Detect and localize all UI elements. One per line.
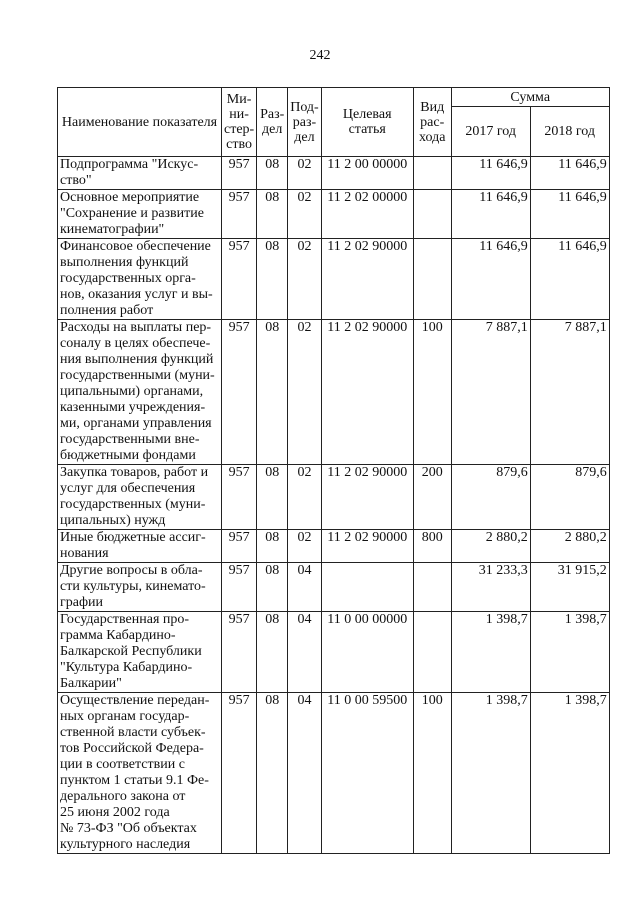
table-row — [58, 320, 610, 465]
row-section: 08 — [257, 190, 288, 239]
header-sum: Сумма — [451, 88, 609, 107]
row-subsection: 02 — [288, 190, 322, 239]
row-amount-2018: 2 880,2 — [530, 530, 609, 563]
row-name: Другие вопросы в обла- сти культуры, кинемато- графии — [58, 563, 222, 612]
row-amount-2017: 7 887,1 — [451, 320, 530, 465]
row-name: Осуществление передан- ных органам государ- ственной власти субъек- тов Российской Федера- ции в соответствии с пунктом 1 статьи 9.1 Фе- дерального закона от 25 июня 2002 года № 73-ФЗ "Об объектах культурного наследия — [58, 693, 222, 854]
row-amount-2018: 879,6 — [530, 465, 609, 530]
table-body — [58, 157, 610, 854]
row-ministry: 957 — [222, 563, 257, 612]
row-ministry: 957 — [222, 612, 257, 693]
row-subsection: 02 — [288, 530, 322, 563]
row-section: 08 — [257, 563, 288, 612]
row-target: 11 2 02 00000 — [321, 190, 413, 239]
row-amount-2018: 11 646,9 — [530, 239, 609, 320]
row-amount-2017: 31 233,3 — [451, 563, 530, 612]
table-row — [58, 239, 610, 320]
row-ministry: 957 — [222, 157, 257, 190]
header-year-2018: 2018 год — [530, 107, 609, 157]
row-name: Расходы на выплаты пер- соналу в целях обеспече- ния выполнения функций государственными (муни- ципальными) органами, казенными учреждения- ми, органами управления государственными вне- бюджетными фондами — [58, 320, 222, 465]
row-section: 08 — [257, 612, 288, 693]
row-amount-2017: 1 398,7 — [451, 612, 530, 693]
row-amount-2018: 1 398,7 — [530, 612, 609, 693]
header-year-2017: 2017 год — [451, 107, 530, 157]
row-amount-2018: 11 646,9 — [530, 190, 609, 239]
table-row — [58, 157, 610, 190]
row-subsection: 04 — [288, 693, 322, 854]
header-ministry: Ми- ни- стер- ство — [222, 88, 257, 157]
row-amount-2017: 11 646,9 — [451, 239, 530, 320]
row-target: 11 2 02 90000 — [321, 320, 413, 465]
row-amount-2018: 31 915,2 — [530, 563, 609, 612]
row-expense — [413, 563, 451, 612]
row-name: Финансовое обеспечение выполнения функций государственных орга- нов, оказания услуг и вы- полнения работ — [58, 239, 222, 320]
row-subsection: 04 — [288, 563, 322, 612]
table-row — [58, 563, 610, 612]
row-amount-2018: 11 646,9 — [530, 157, 609, 190]
row-amount-2017: 11 646,9 — [451, 190, 530, 239]
row-section: 08 — [257, 239, 288, 320]
table-row — [58, 612, 610, 693]
row-ministry: 957 — [222, 190, 257, 239]
row-expense — [413, 612, 451, 693]
table-row — [58, 530, 610, 563]
row-expense: 100 — [413, 693, 451, 854]
header-subsection: Под- раз- дел — [288, 88, 322, 157]
row-ministry: 957 — [222, 693, 257, 854]
row-ministry: 957 — [222, 530, 257, 563]
row-target: 11 2 00 00000 — [321, 157, 413, 190]
row-ministry: 957 — [222, 239, 257, 320]
row-name: Подпрограмма "Искус- ство" — [58, 157, 222, 190]
row-section: 08 — [257, 465, 288, 530]
row-ministry: 957 — [222, 465, 257, 530]
row-amount-2018: 1 398,7 — [530, 693, 609, 854]
row-ministry: 957 — [222, 320, 257, 465]
row-expense: 100 — [413, 320, 451, 465]
row-section: 08 — [257, 157, 288, 190]
row-expense — [413, 239, 451, 320]
row-section: 08 — [257, 320, 288, 465]
row-name: Государственная про- грамма Кабардино- Балкарской Республики "Культура Кабардино- Балкарии" — [58, 612, 222, 693]
row-subsection: 02 — [288, 465, 322, 530]
row-expense: 200 — [413, 465, 451, 530]
row-subsection: 02 — [288, 320, 322, 465]
row-subsection: 04 — [288, 612, 322, 693]
row-section: 08 — [257, 693, 288, 854]
row-amount-2017: 11 646,9 — [451, 157, 530, 190]
row-name: Иные бюджетные ассиг- нования — [58, 530, 222, 563]
row-target: 11 0 00 59500 — [321, 693, 413, 854]
row-amount-2017: 2 880,2 — [451, 530, 530, 563]
header-section: Раз- дел — [257, 88, 288, 157]
row-target: 11 0 00 00000 — [321, 612, 413, 693]
row-expense — [413, 190, 451, 239]
table-row — [58, 693, 610, 854]
table-row — [58, 190, 610, 239]
row-expense — [413, 157, 451, 190]
page-number: 242 — [309, 48, 331, 63]
row-subsection: 02 — [288, 157, 322, 190]
row-expense: 800 — [413, 530, 451, 563]
header-name: Наименование показателя — [58, 88, 222, 157]
row-target: 11 2 02 90000 — [321, 239, 413, 320]
header-expense: Вид рас- хода — [413, 88, 451, 157]
header-target: Целевая статья — [321, 88, 413, 157]
budget-table — [57, 87, 610, 854]
row-amount-2017: 1 398,7 — [451, 693, 530, 854]
row-target: 11 2 02 90000 — [321, 465, 413, 530]
row-target: 11 2 02 90000 — [321, 530, 413, 563]
row-section: 08 — [257, 530, 288, 563]
row-subsection: 02 — [288, 239, 322, 320]
row-name: Основное мероприятие "Сохранение и развитие кинематографии" — [58, 190, 222, 239]
row-amount-2017: 879,6 — [451, 465, 530, 530]
row-target — [321, 563, 413, 612]
row-name: Закупка товаров, работ и услуг для обеспечения государственных (муни- ципальных) нужд — [58, 465, 222, 530]
table-row — [58, 465, 610, 530]
row-amount-2018: 7 887,1 — [530, 320, 609, 465]
